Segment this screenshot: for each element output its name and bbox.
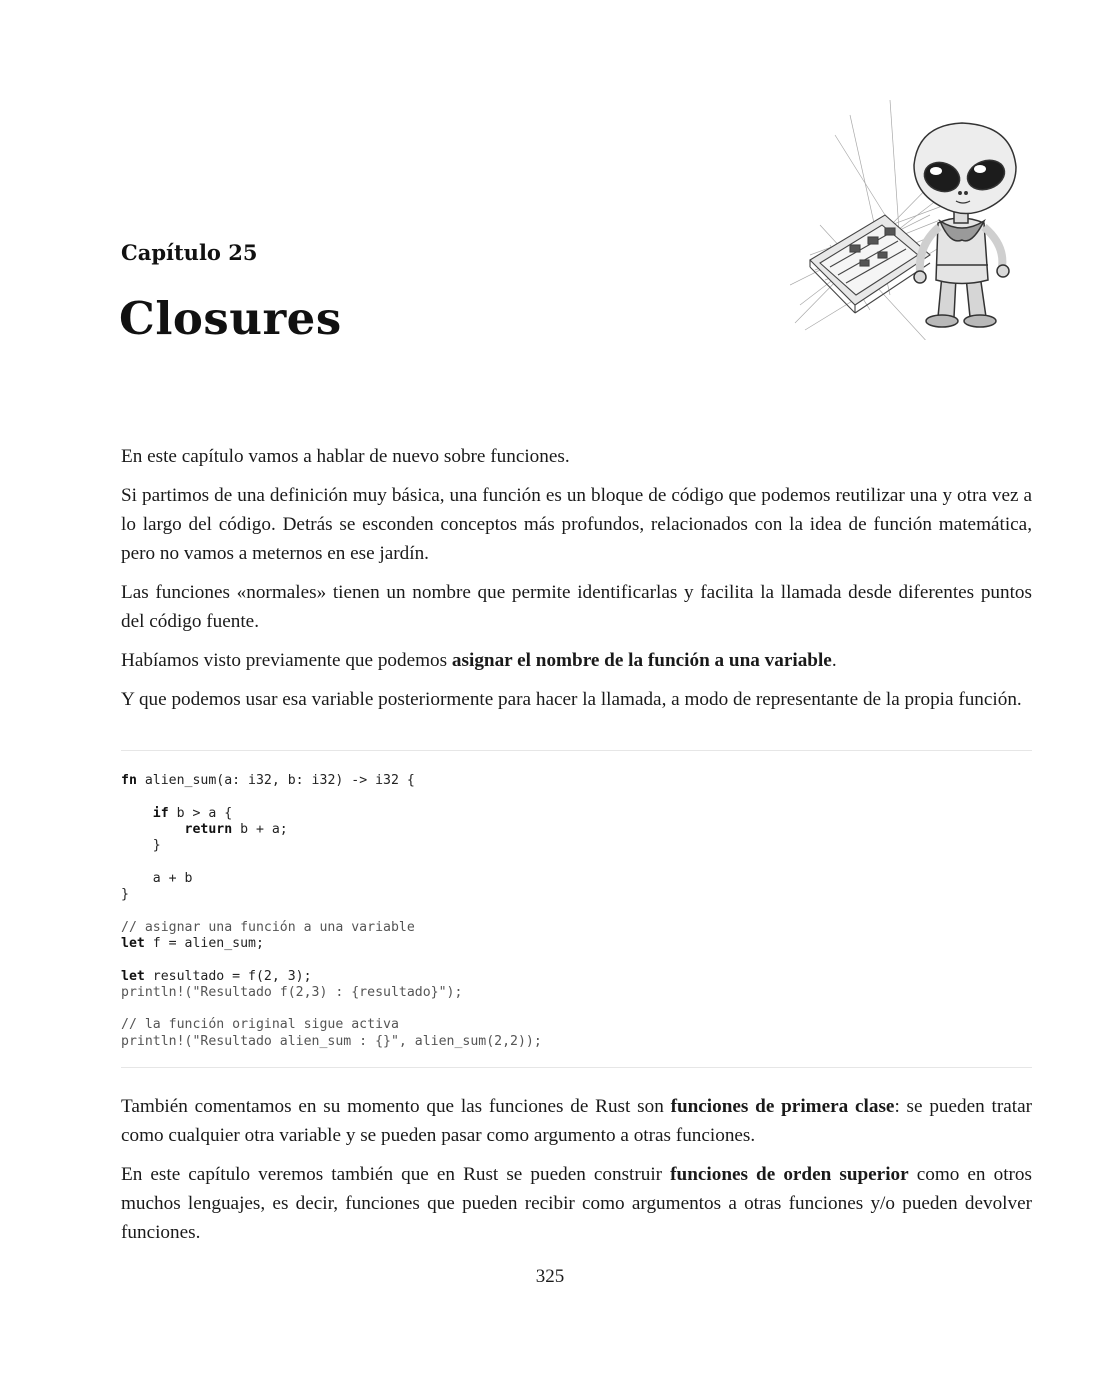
intro-paragraph-4: Habíamos visto previamente que podemos asignar el nombre de la función a una variable. — [121, 650, 837, 671]
outro-text — [121, 1092, 1032, 1257]
chapter-title: Closures — [119, 292, 342, 345]
page-number: 325 — [535, 1266, 565, 1287]
intro-paragraph-5: Y que podemos usar esa variable posteriormente para hacer la llamada, a modo de representante de la propia función. — [121, 689, 1022, 710]
bold-phrase: funciones de primera clase — [670, 1096, 895, 1117]
intro-text — [121, 442, 1032, 724]
intro-paragraph-1: En este capítulo vamos a hablar de nuevo sobre funciones. — [121, 446, 570, 467]
bold-phrase: asignar el nombre de la función a una variable — [451, 650, 832, 671]
alien — [914, 123, 1016, 327]
outro-paragraph-2: En este capítulo veremos también que en Rust se pueden construir funciones de orden superior como en otros muchos lenguajes, es decir, funciones que pueden recibir como argumentos a otras funciones y/o pueden devolver funciones. — [121, 1164, 1032, 1243]
chapter-label: Capítulo 25 — [121, 240, 258, 265]
intro-paragraph-3: Las funciones «normales» tienen un nombre que permite identificarlas y facilita la llamada desde diferentes puntos del código fuente. — [121, 582, 1032, 632]
intro-paragraph-2: Si partimos de una definición muy básica, una función es un bloque de código que podemos reutilizar una y otra vez a lo largo del código. Detrás se esconden conceptos más profundos, relacionados con la idea de función matemática, pero no vamos a meternos en ese jardín. — [121, 485, 1032, 564]
code-top-divider — [121, 750, 1032, 751]
bold-phrase: funciones de orden superior — [670, 1164, 909, 1185]
alien-illustration — [790, 95, 1040, 340]
circuit-block — [810, 215, 930, 313]
code-bottom-divider — [121, 1067, 1032, 1068]
code-block: fn alien_sum(a: i32, b: i32) -> i32 { if b > a { return b + a; } a + b } // asignar una función a una variable let f = alien_sum; let resultado = f(2, 3); println!("Resultado f(2,3) : {resultado}"); // la función original sigue activa println!("Resultado alien_sum : {}", alien_sum(2,2)); — [121, 773, 542, 1049]
outro-paragraph-1: También comentamos en su momento que las funciones de Rust son funciones de primera clase: se pueden tratar como cualquier otra variable y se pueden pasar como argumento a otras funciones. — [121, 1096, 1032, 1146]
